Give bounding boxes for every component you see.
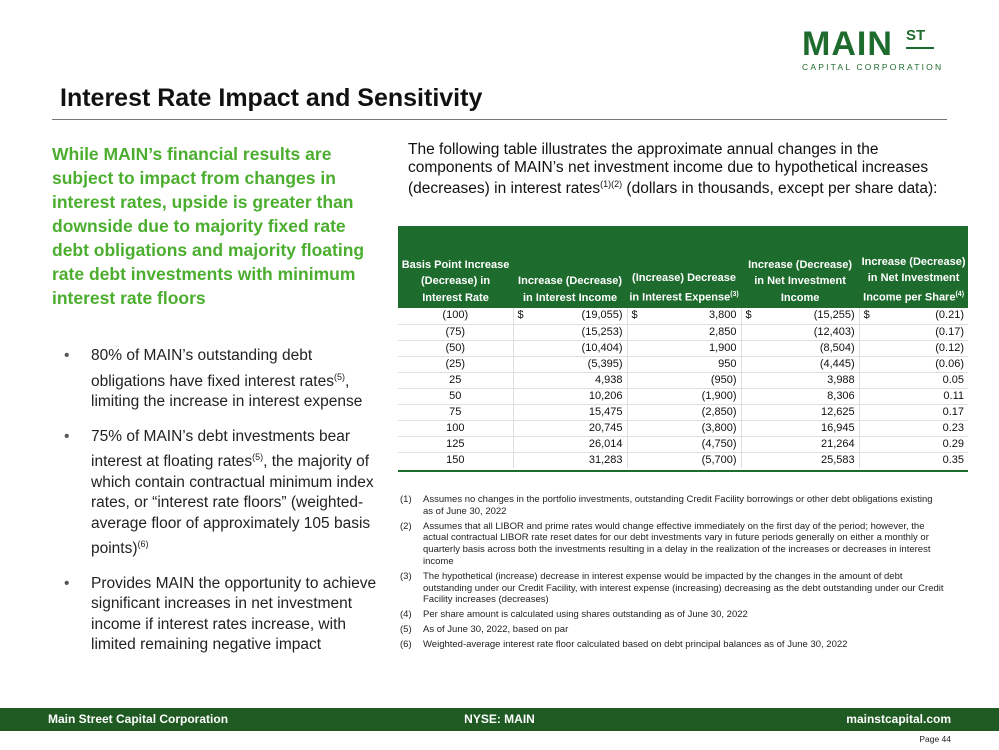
- rate-sensitivity-table: [398, 226, 968, 468]
- cell-basis-point: (50): [398, 340, 513, 356]
- footnote-item: [400, 521, 945, 568]
- footnote-item: [400, 494, 945, 518]
- cell-nii-per-share: 0.17: [859, 404, 968, 420]
- footer-bar: [0, 708, 999, 731]
- cell-interest-expense: $ 3,800: [627, 308, 741, 324]
- cell-nii-per-share: 0.23: [859, 420, 968, 436]
- table-row: [398, 452, 968, 468]
- footnote-number: (5): [400, 623, 412, 635]
- cell-nii-per-share: 0.35: [859, 452, 968, 468]
- col-header-interest-expense: (Increase) Decrease in Interest Expense$^{(3)}$: [627, 226, 741, 308]
- footnote-ref: (5): [252, 452, 264, 463]
- cell-net-investment-income: (12,403): [741, 324, 859, 340]
- footnote-number: (3): [400, 570, 412, 582]
- intro-text: The following table illustrates the approximate annual changes in the components of MAIN’s net investment income due to hypothetical increases (decreases) in interest rates: [408, 141, 929, 198]
- cell-interest-income: (5,395): [513, 356, 627, 372]
- cell-nii-per-share: $ (0.21): [859, 308, 968, 324]
- bullet-item-opportunity: [62, 574, 382, 656]
- table-intro: [408, 141, 948, 198]
- col-header-net-investment-income: Increase (Decrease) in Net Investment Income: [741, 226, 859, 308]
- company-logo: [800, 25, 944, 72]
- col-header-nii-per-share: Increase (Decrease) in Net Investment Income per Share$^{(4)}$: [859, 226, 968, 308]
- cell-interest-income: 4,938: [513, 372, 627, 388]
- footnote-ref: (5): [333, 371, 345, 382]
- logo-st: ST: [906, 27, 926, 44]
- footnote-text: Assumes that all LIBOR and prime rates would change effective immediately on the first day of the period; however, the actual contractual LIBOR rate reset dates for our debt investments vary in future periods generally on either a monthly or quarterly basis across both the investments resulting in a delay in the realization of the increases or decreases in interest income: [423, 520, 931, 567]
- footnote-ref: (1)(2): [600, 179, 623, 189]
- table-bottom-rule: [398, 470, 968, 472]
- bullet-list: [62, 346, 382, 670]
- footer-website: mainstcapital.com: [846, 712, 951, 726]
- cell-interest-expense: (950): [627, 372, 741, 388]
- cell-net-investment-income: 25,583: [741, 452, 859, 468]
- cell-interest-expense: 1,900: [627, 340, 741, 356]
- cell-basis-point: 125: [398, 436, 513, 452]
- footer-company: Main Street Capital Corporation: [48, 712, 229, 726]
- logo-wordmark: MAIN: [802, 25, 893, 63]
- bullet-text: 75% of MAIN’s debt investments bear interest at floating rates: [91, 427, 351, 471]
- page-title: Interest Rate Impact and Sensitivity: [60, 84, 483, 112]
- cell-interest-expense: 2,850: [627, 324, 741, 340]
- cell-basis-point: 25: [398, 372, 513, 388]
- footnote-number: (6): [400, 638, 412, 650]
- table-row: [398, 324, 968, 340]
- cell-interest-expense: (5,700): [627, 452, 741, 468]
- col-header-basis-point: Basis Point Increase (Decrease) in Interest Rate: [398, 226, 513, 308]
- bullet-text: , limiting the increase in interest expense: [91, 372, 363, 411]
- cell-nii-per-share: 0.11: [859, 388, 968, 404]
- cell-interest-expense: (3,800): [627, 420, 741, 436]
- footnotes: [400, 494, 945, 654]
- footnote-text: Weighted-average interest rate floor calculated based on debt principal balances as of June 30, 2022: [423, 638, 848, 650]
- cell-interest-income: (10,404): [513, 340, 627, 356]
- table-row: [398, 404, 968, 420]
- table-row: [398, 372, 968, 388]
- cell-basis-point: (100): [398, 308, 513, 324]
- footnote-item: [400, 571, 945, 606]
- cell-nii-per-share: (0.06): [859, 356, 968, 372]
- cell-basis-point: 75: [398, 404, 513, 420]
- title-divider: [52, 119, 947, 120]
- footer-ticker: NYSE: MAIN: [464, 712, 535, 726]
- footnote-item: [400, 609, 945, 621]
- cell-net-investment-income: 8,306: [741, 388, 859, 404]
- cell-nii-per-share: 0.05: [859, 372, 968, 388]
- cell-interest-income: 31,283: [513, 452, 627, 468]
- cell-interest-income: 15,475: [513, 404, 627, 420]
- cell-nii-per-share: (0.12): [859, 340, 968, 356]
- table-row: [398, 308, 968, 324]
- footnote-number: (2): [400, 520, 412, 532]
- cell-interest-expense: (2,850): [627, 404, 741, 420]
- cell-interest-income: 20,745: [513, 420, 627, 436]
- cell-net-investment-income: 16,945: [741, 420, 859, 436]
- cell-interest-income: $ (19,055): [513, 308, 627, 324]
- intro-text: (dollars in thousands, except per share data):: [622, 180, 938, 198]
- logo-subtitle: CAPITAL CORPORATION: [802, 62, 944, 72]
- footnote-item: [400, 639, 945, 651]
- footnote-text: Assumes no changes in the portfolio investments, outstanding Credit Facility borrowings or other debt obligations existing as of June 30, 2022: [423, 494, 933, 517]
- footnote-number: (4): [400, 609, 412, 621]
- table-row: [398, 436, 968, 452]
- footnote-item: [400, 624, 945, 636]
- cell-basis-point: 50: [398, 388, 513, 404]
- footnote-ref: (6): [137, 539, 149, 550]
- cell-net-investment-income: (4,445): [741, 356, 859, 372]
- bullet-item-fixed-debt: [62, 346, 382, 413]
- table-row: [398, 388, 968, 404]
- cell-net-investment-income: 3,988: [741, 372, 859, 388]
- table-row: [398, 340, 968, 356]
- cell-basis-point: (75): [398, 324, 513, 340]
- footnote-text: Per share amount is calculated using shares outstanding as of June 30, 2022: [423, 609, 748, 621]
- cell-interest-expense: (1,900): [627, 388, 741, 404]
- lead-statement: While MAIN’s financial results are subject to impact from changes in interest rates, upside is greater than downside due to majority fixed rate debt obligations and majority floating rate debt investments with minimum interest rate floors: [52, 144, 365, 308]
- footnote-text: As of June 30, 2022, based on par: [423, 623, 569, 635]
- cell-interest-income: 26,014: [513, 436, 627, 452]
- bullet-text: , the majority of which contain contractual minimum index rates, or “interest rate floors” (weighted-average floor of approximately 105 basis points): [91, 453, 374, 558]
- cell-net-investment-income: 12,625: [741, 404, 859, 420]
- footnote-number: (1): [400, 494, 412, 505]
- col-header-interest-income: Increase (Decrease) in Interest Income: [513, 226, 627, 308]
- footnote-text: The hypothetical (increase) decrease in interest expense would be impacted by the changes in the amount of debt outstanding under our Credit Facility, with interest expense (increasing) decreasing as the debt outstanding under our Credit Facility increases (decreases): [423, 570, 944, 606]
- bullet-item-floating-investments: [62, 427, 382, 560]
- cell-interest-expense: (4,750): [627, 436, 741, 452]
- page-number: Page 44: [919, 734, 951, 744]
- table-row: [398, 420, 968, 436]
- cell-interest-income: 10,206: [513, 388, 627, 404]
- cell-net-investment-income: 21,264: [741, 436, 859, 452]
- cell-basis-point: 150: [446, 453, 465, 466]
- cell-nii-per-share: 0.29: [859, 436, 968, 452]
- bullet-text: Provides MAIN the opportunity to achieve significant increases in net investment income if interest rates increase, with limited remaining negative impact: [91, 574, 377, 654]
- cell-interest-income: (15,253): [513, 324, 627, 340]
- logo-st-underline: [906, 47, 934, 49]
- cell-net-investment-income: (8,504): [741, 340, 859, 356]
- cell-nii-per-share: (0.17): [859, 324, 968, 340]
- cell-net-investment-income: $ (15,255): [741, 308, 859, 324]
- table-header-row: [398, 226, 968, 308]
- cell-basis-point: 100: [398, 420, 513, 436]
- bullet-text: 80% of MAIN’s outstanding debt obligations have fixed interest rates: [91, 347, 334, 390]
- table-row: [398, 356, 968, 372]
- cell-basis-point: (25): [398, 356, 513, 372]
- cell-interest-expense: 950: [627, 356, 741, 372]
